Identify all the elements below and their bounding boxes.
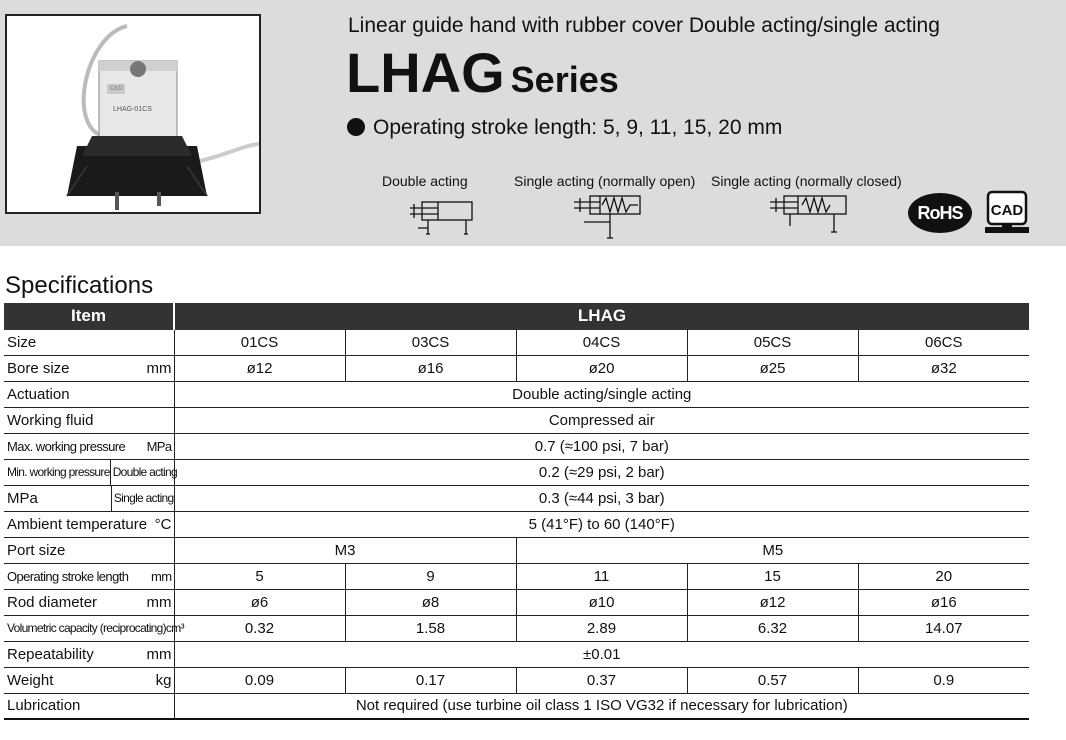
cad-label: CAD [990, 202, 1024, 219]
table-row-port-size [4, 537, 1029, 563]
symbol-label-single-open: Single acting (normally open) [514, 173, 696, 189]
product-brand-label: CKD [110, 86, 123, 92]
table-cell: 0.17 [345, 667, 516, 693]
table-row-min-pressure-double [4, 459, 1029, 485]
table-cell: 2.89 [516, 615, 687, 641]
series-suffix: Series [510, 59, 619, 100]
row-label-text: Operating stroke length [7, 568, 129, 584]
table-cell: ø12 [687, 589, 858, 615]
table-row-rod-diameter [4, 589, 1029, 615]
table-cell: 6.32 [687, 615, 858, 641]
table-cell: Double acting/single acting [174, 381, 1029, 407]
table-cell: 0.7 (≈100 psi, 7 bar) [174, 433, 1029, 459]
series-name: LHAG [346, 41, 505, 104]
table-cell: 0.57 [687, 667, 858, 693]
bullet-icon [347, 118, 365, 136]
row-label [4, 485, 174, 511]
table-cell: ø32 [858, 355, 1029, 381]
table-row-bore-size [4, 355, 1029, 381]
table-row-max-pressure [4, 433, 1029, 459]
single-acting-closed-symbol-icon [770, 194, 850, 238]
table-cell: 14.07 [858, 615, 1029, 641]
table-cell: ø8 [345, 589, 516, 615]
product-photo [5, 14, 261, 214]
row-label: Actuation [4, 381, 174, 407]
row-label: Port size [4, 537, 174, 563]
row-label: Working fluid [4, 407, 174, 433]
table-cell: 06CS [858, 329, 1029, 355]
row-unit: MPa [4, 486, 112, 511]
row-label-text: Rod diameter [7, 593, 98, 611]
model-column-header: LHAG [174, 303, 1029, 329]
row-label [4, 433, 174, 459]
series-title [346, 40, 619, 105]
row-label [4, 511, 174, 537]
table-cell: ø16 [345, 355, 516, 381]
table-cell: 04CS [516, 329, 687, 355]
table-cell: ø20 [516, 355, 687, 381]
table-row-ambient-temperature [4, 511, 1029, 537]
row-label-text: Repeatability [7, 645, 94, 663]
table-row-volumetric-capacity [4, 615, 1029, 641]
symbol-label-double: Double acting [382, 173, 468, 189]
row-label-text: Weight [7, 671, 54, 689]
table-row-lubrication [4, 693, 1029, 719]
row-label-text: Ambient temperature [7, 515, 148, 533]
table-cell: 15 [687, 563, 858, 589]
specifications-heading: Specifications [5, 272, 154, 299]
row-label-text: Min. working pressure [4, 460, 111, 485]
table-cell: ø12 [174, 355, 345, 381]
table-cell: 03CS [345, 329, 516, 355]
product-model-label: LHAG-01CS [113, 106, 152, 113]
row-unit: mm [151, 568, 172, 584]
table-cell: M5 [516, 537, 1029, 563]
specifications-table [4, 303, 1029, 720]
stroke-length-line [347, 116, 782, 140]
table-header-row [4, 303, 1029, 329]
row-unit: kg [155, 671, 172, 689]
stroke-length-text: Operating stroke length: 5, 9, 11, 15, 20 mm [373, 116, 783, 139]
row-unit: cm³ [165, 621, 184, 635]
table-cell: 0.9 [858, 667, 1029, 693]
table-cell: 0.32 [174, 615, 345, 641]
product-image [7, 16, 259, 212]
table-cell: ±0.01 [174, 641, 1029, 667]
table-cell: ø10 [516, 589, 687, 615]
table-row-repeatability [4, 641, 1029, 667]
row-unit: MPa [146, 438, 172, 454]
table-row-actuation [4, 381, 1029, 407]
table-cell: 11 [516, 563, 687, 589]
row-sublabel: Double acting [112, 465, 177, 479]
row-label: Size [4, 329, 174, 355]
row-label: Lubrication [4, 693, 174, 719]
row-label [4, 589, 174, 615]
table-row-weight [4, 667, 1029, 693]
double-acting-symbol-icon [408, 194, 478, 236]
table-cell: 0.3 (≈44 psi, 3 bar) [174, 485, 1029, 511]
table-cell: 05CS [687, 329, 858, 355]
row-label [4, 641, 174, 667]
table-cell: 0.2 (≈29 psi, 2 bar) [174, 459, 1029, 485]
row-label [4, 563, 174, 589]
table-cell: 01CS [174, 329, 345, 355]
table-cell: 20 [858, 563, 1029, 589]
row-label-text: Bore size [7, 359, 70, 377]
row-label-text: Volumetric capacity (reciprocating) [7, 621, 166, 635]
row-label [4, 615, 184, 641]
rohs-badge: RoHS [908, 193, 972, 233]
row-unit: mm [146, 593, 172, 611]
table-cell: Compressed air [174, 407, 1029, 433]
table-row-min-pressure-single [4, 485, 1029, 511]
table-row-stroke-length [4, 563, 1029, 589]
table-cell: 5 (41°F) to 60 (140°F) [174, 511, 1029, 537]
table-cell: 1.58 [345, 615, 516, 641]
item-column-header: Item [4, 303, 174, 329]
table-row-size [4, 329, 1029, 355]
cad-icon[interactable] [985, 191, 1029, 235]
row-label [4, 355, 174, 381]
product-subtitle: Linear guide hand with rubber cover Double acting/single acting [348, 14, 940, 37]
symbol-label-single-closed: Single acting (normally closed) [711, 173, 902, 189]
table-cell: 5 [174, 563, 345, 589]
table-row-working-fluid [4, 407, 1029, 433]
row-label-text: Max. working pressure [7, 438, 126, 454]
row-sublabel: Single acting [113, 491, 174, 505]
table-cell: ø16 [858, 589, 1029, 615]
table-cell: 9 [345, 563, 516, 589]
single-acting-open-symbol-icon [574, 194, 646, 242]
table-cell: ø6 [174, 589, 345, 615]
row-unit: mm [146, 645, 172, 663]
row-unit: mm [146, 359, 172, 377]
table-cell: Not required (use turbine oil class 1 ISO VG32 if necessary for lubrication) [174, 693, 1029, 719]
table-cell: ø25 [687, 355, 858, 381]
table-cell: 0.37 [516, 667, 687, 693]
row-label [4, 459, 177, 485]
table-cell: M3 [174, 537, 516, 563]
row-unit: °C [154, 515, 172, 533]
table-cell: 0.09 [174, 667, 345, 693]
header-band [0, 0, 1066, 246]
row-label [4, 667, 174, 693]
